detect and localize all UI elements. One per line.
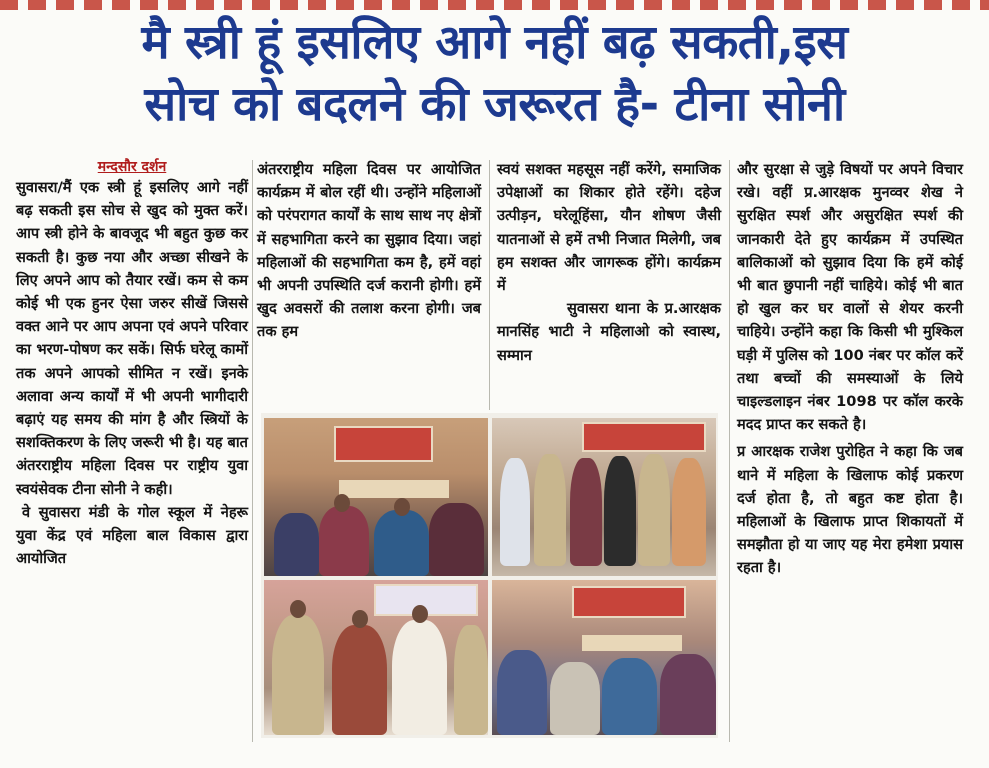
article-paragraph: और सुरक्षा से जुड़े विषयों पर अपने विचार रखे। वहीं प्र.आरक्षक मुनव्वर शेख ने सुरक्षित स्पर्श और असुरक्षित स्पर्श की जानकारी देते हुए कार्यक्रम में उपस्थित बालिकाओं को सुझाव दिया कि हमें कोई भी बात छुपानी नहीं चाहिये। कोई भी बात हो खुल कर घर वालों से शेयर करनी चाहिये। उन्होंने कहा कि किसी भी मुश्किल घड़ी में पुलिस को 100 नंबर पर कॉल करें तथा बच्चों की समस्याओं के लिये चाइल्डलाइन नंबर 1098 पर कॉल करके मदद प्राप्त कर सकते है। bbox=[737, 161, 963, 434]
column-rule bbox=[252, 160, 253, 742]
decorative-top-border bbox=[0, 0, 989, 10]
article-column-3 bbox=[497, 158, 721, 367]
headline-line-1: मै स्त्री हूं इसलिए आगे नहीं बढ़ सकती,इस bbox=[141, 15, 848, 70]
event-photo-gathering bbox=[492, 580, 716, 735]
column-rule bbox=[729, 160, 730, 742]
article-paragraph: अंतरराष्ट्रीय महिला दिवस पर आयोजित कार्यक्रम में बोल रहीं थी। उन्होंने महिलाओं को परंपरागत कार्यों के साथ साथ नए क्षेत्रों में सहभागिता करने का सुझाव दिया। जहां महिलाओं की सहभागिता कम है, हमें वहां भी अपनी उपस्थिति दर्ज करानी होगी। हमें खुद अवसरों की तलाश करना होगी। जब तक हम bbox=[257, 161, 481, 341]
byline: मन्दसौर दर्शन bbox=[97, 159, 167, 175]
article-paragraph: सुवासरा/मैं एक स्त्री हूं इसलिए आगे नहीं बढ़ सकती इस सोच से खुद को मुक्त करें। आप स्त्री होने के बावजूद भी बहुत कुछ कर सकती है। कुछ नया और अच्छा सीखने के लिए अपने आप को तैयार रखें। कम से कम कोई भी एक हुनर ऐसा जरुर सीखें जिससे वक्त आने पर आप अपना एवं अपने परिवार का भरण-पोषण कर सकें। सिर्फ घरेलू कामों तक अपने आपको सीमित न रखें। इनके अलावा अन्य कार्यों में भी अपनी भागीदारी बढ़ाएं यह समय की मांग है और स्त्रियों के सशक्तिकरण के लिए जरूरी भी है। यह बात अंतरराष्ट्रीय महिला दिवस पर राष्ट्रीय युवा स्वयंसेवक टीना सोनी ने कही। bbox=[16, 179, 248, 498]
article-paragraph: वे सुवासरा मंडी के गोल स्कूल में नेहरू युवा केंद्र एवं महिला बाल विकास द्वारा आयोजित bbox=[16, 503, 248, 568]
event-photo-speakers bbox=[264, 580, 488, 735]
article-paragraph: प्र आरक्षक राजेश पुरोहित ने कहा कि जब थाने में महिला के खिलाफ कोई प्रकरण दर्ज होता है, तो बहुत कष्ट होता है। महिलाओं के खिलाफ प्राप्त शिकायतों में समझौता हो या जाए यह मेरा हमेशा प्रयास रहता है। bbox=[737, 443, 963, 577]
column-rule bbox=[489, 160, 490, 410]
article-paragraph: सुवासरा थाना के प्र.आरक्षक मानसिंह भाटी ने महिलाओ को स्वास्थ, सम्मान bbox=[497, 300, 721, 364]
headline-line-2: सोच को बदलने की जरूरत है- टीना सोनी bbox=[144, 77, 845, 132]
article-column-1 bbox=[16, 158, 248, 570]
event-photo-collage bbox=[261, 413, 718, 738]
article-column-4 bbox=[737, 158, 963, 580]
article-column-2 bbox=[257, 158, 481, 344]
article-paragraph: स्वयं सशक्त महसूस नहीं करेंगे, समाजिक उपेक्षाओं का शिकार होते रहेंगे। दहेज उत्पीड़न, घरेलूहिंसा, यौन शोषण जैसी यातनाओं से हमें तभी निजात मिलेगी, जब हम सशक्त और जागरूक होंगे। कार्यक्रम में bbox=[497, 161, 721, 295]
event-photo-audience bbox=[264, 418, 488, 576]
headline bbox=[0, 12, 989, 136]
event-photo-group-standing bbox=[492, 418, 716, 576]
